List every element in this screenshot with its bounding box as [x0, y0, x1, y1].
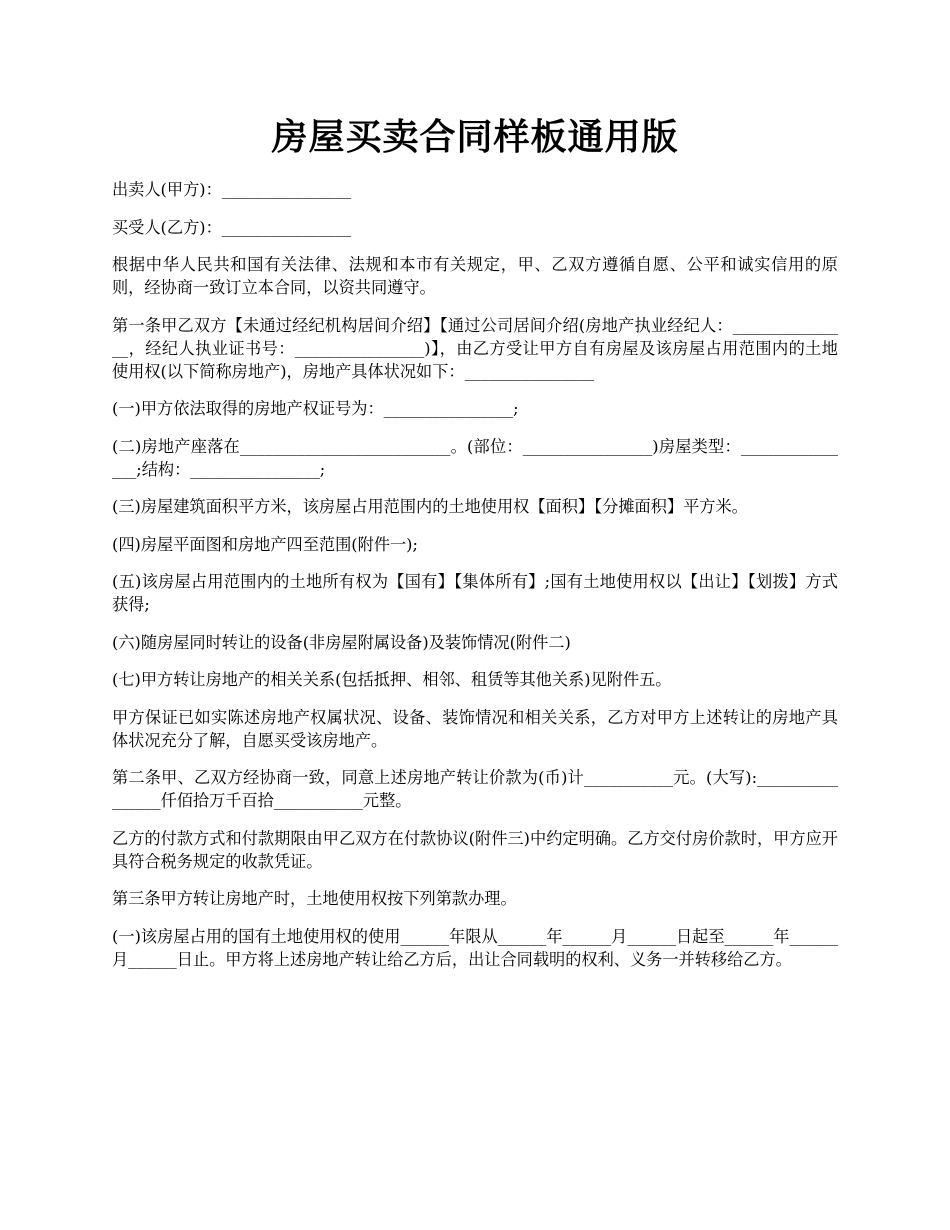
item-five-land-ownership: (五)该房屋占用范围内的土地所有权为【国有】【集体所有】;国有土地使用权以【出让】【划拨】方式获得;	[112, 572, 838, 614]
item-three-area: (三)房屋建筑面积平方米，该房屋占用范围内的土地使用权【面积】【分摊面积】平方米。	[112, 497, 748, 516]
buyer-line: 买受人(乙方)：________________	[112, 217, 352, 237]
document-title: 房屋买卖合同样板通用版	[271, 116, 679, 158]
article-one: 第一条甲乙双方【未通过经纪机构居间介绍】【通过公司居间介绍(房地产执业经纪人：_______________，经纪人执业证书号：________________)】，由乙方受让甲方自有房屋及该房屋占用范围内的土地使用权(以下简称房地产)，房地产具体状况如下：________________	[112, 315, 838, 381]
article-two-price: 第二条甲、乙双方经协商一致，同意上述房地产转让价款为(币)计___________元。(大写):________________仟佰拾万千百拾___________元整。	[112, 768, 838, 810]
seller-line: 出卖人(甲方)：________________	[112, 180, 352, 199]
article-three: 第三条甲方转让房地产时，土地使用权按下列第款办理。	[112, 889, 517, 908]
preamble-paragraph: 根据中华人民共和国有关法律、法规和本市有关规定，甲、乙双方遵循自愿、公平和诚实信用的原则，经协商一致订立本合同，以资共同遵守。	[112, 255, 838, 297]
article-three-item-one: (一)该房屋占用的国有土地使用权的使用______年限从______年______月______日起至______年______月______日止。甲方将上述房地产转让给乙方后，出让合同载明的权利、义务一并转移给乙方。	[112, 926, 838, 969]
item-seven-relations: (七)甲方转让房地产的相关关系(包括抵押、相邻、租赁等其他关系)见附件五。	[112, 670, 672, 689]
item-six-equipment: (六)随房屋同时转让的设备(非房屋附属设备)及装饰情况(附件二)	[112, 632, 571, 652]
seller-guarantee: 甲方保证已如实陈述房地产权属状况、设备、装饰情况和相关关系，乙方对甲方上述转让的房地产具体状况充分了解，自愿买受该房地产。	[112, 707, 838, 750]
document-body	[112, 178, 838, 985]
item-one-certificate: (一)甲方依法取得的房地产权证号为：________________;	[112, 399, 519, 418]
item-two-location: (二)房地产座落在__________________________。(部位：________________)房屋类型：_______________;结构：________________;	[112, 436, 838, 479]
payment-terms: 乙方的付款方式和付款期限由甲乙双方在付款协议(附件三)中约定明确。乙方交付房价款时，甲方应开具符合税务规定的收款凭证。	[112, 828, 838, 871]
item-four-floor-plan: (四)房屋平面图和房地产四至范围(附件一);	[112, 534, 418, 554]
